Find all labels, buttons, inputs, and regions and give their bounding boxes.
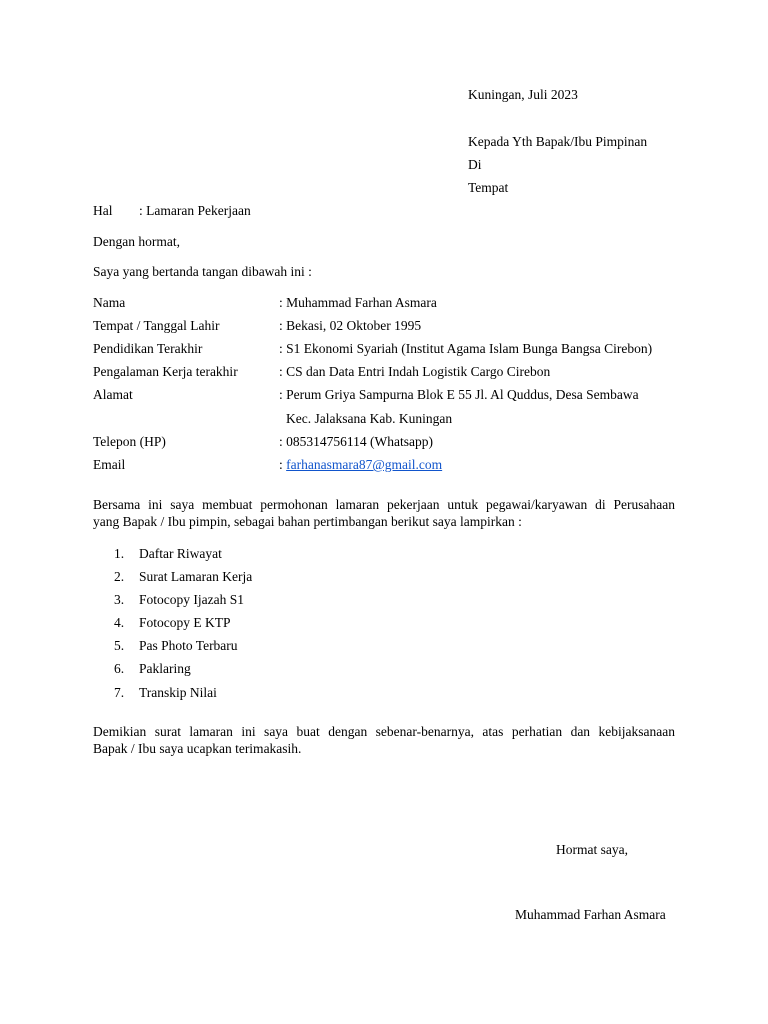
email-link[interactable]: farhanasmara87@gmail.com xyxy=(286,457,443,472)
detail-label-pengalaman: Pengalaman Kerja terakhir xyxy=(93,364,238,379)
list-item: Daftar Riwayat xyxy=(139,546,222,561)
list-item-number: 7. xyxy=(114,685,125,700)
detail-value-pendidikan: : S1 Ekonomi Syariah (Institut Agama Islam Bunga Bangsa Cirebon) xyxy=(279,341,653,356)
detail-label-ttl: Tempat / Tanggal Lahir xyxy=(93,318,220,333)
recipient-line-1: Kepada Yth Bapak/Ibu Pimpinan xyxy=(468,134,648,149)
subject-label: Hal xyxy=(93,203,113,218)
signature-name: Muhammad Farhan Asmara xyxy=(515,907,666,922)
detail-label-nama: Nama xyxy=(93,295,126,310)
list-item-number: 2. xyxy=(114,569,125,584)
list-item-number: 4. xyxy=(114,615,125,630)
list-item: Pas Photo Terbaru xyxy=(139,638,238,653)
list-item: Surat Lamaran Kerja xyxy=(139,569,253,584)
list-item-number: 6. xyxy=(114,661,125,676)
detail-value-email-row xyxy=(279,457,442,473)
detail-label-pendidikan: Pendidikan Terakhir xyxy=(93,341,203,356)
list-item-number: 5. xyxy=(114,638,125,653)
body-paragraph-line-2: yang Bapak / Ibu pimpin, sebagai bahan pertimbangan berikut saya lampirkan : xyxy=(93,514,522,529)
email-prefix: : xyxy=(279,457,287,472)
detail-value-nama: : Muhammad Farhan Asmara xyxy=(279,295,437,310)
detail-value-alamat: : Perum Griya Sampurna Blok E 55 Jl. Al Quddus, Desa Sembawa xyxy=(279,387,639,402)
detail-label-email: Email xyxy=(93,457,126,472)
detail-value-alamat-line2: Kec. Jalaksana Kab. Kuningan xyxy=(286,411,453,426)
signoff: Hormat saya, xyxy=(556,842,628,857)
list-item: Fotocopy E KTP xyxy=(139,615,231,630)
closing-paragraph-line-2: Bapak / Ibu saya ucapkan terimakasih. xyxy=(93,741,302,756)
subject-value: : Lamaran Pekerjaan xyxy=(139,203,251,218)
detail-label-telepon: Telepon (HP) xyxy=(93,434,166,449)
detail-value-pengalaman: : CS dan Data Entri Indah Logistik Cargo Cirebon xyxy=(279,364,551,379)
closing-paragraph-line-1: Demikian surat lamaran ini saya buat dengan sebenar-benarnya, atas perhatian dan kebijaksanaan xyxy=(93,724,675,739)
recipient-line-2: Di xyxy=(468,157,482,172)
recipient-line-3: Tempat xyxy=(468,180,509,195)
body-paragraph-line-1: Bersama ini saya membuat permohonan lamaran pekerjaan untuk pegawai/karyawan di Perusahaan xyxy=(93,497,675,512)
list-item: Paklaring xyxy=(139,661,191,676)
list-item-number: 1. xyxy=(114,546,125,561)
detail-value-ttl: : Bekasi, 02 Oktober 1995 xyxy=(279,318,422,333)
list-item: Fotocopy Ijazah S1 xyxy=(139,592,244,607)
detail-value-telepon: : 085314756114 (Whatsapp) xyxy=(279,434,433,449)
greeting: Dengan hormat, xyxy=(93,234,180,249)
list-item: Transkip Nilai xyxy=(139,685,217,700)
place-date: Kuningan, Juli 2023 xyxy=(468,87,578,102)
intro-text: Saya yang bertanda tangan dibawah ini : xyxy=(93,264,312,279)
list-item-number: 3. xyxy=(114,592,125,607)
detail-label-alamat: Alamat xyxy=(93,387,133,402)
